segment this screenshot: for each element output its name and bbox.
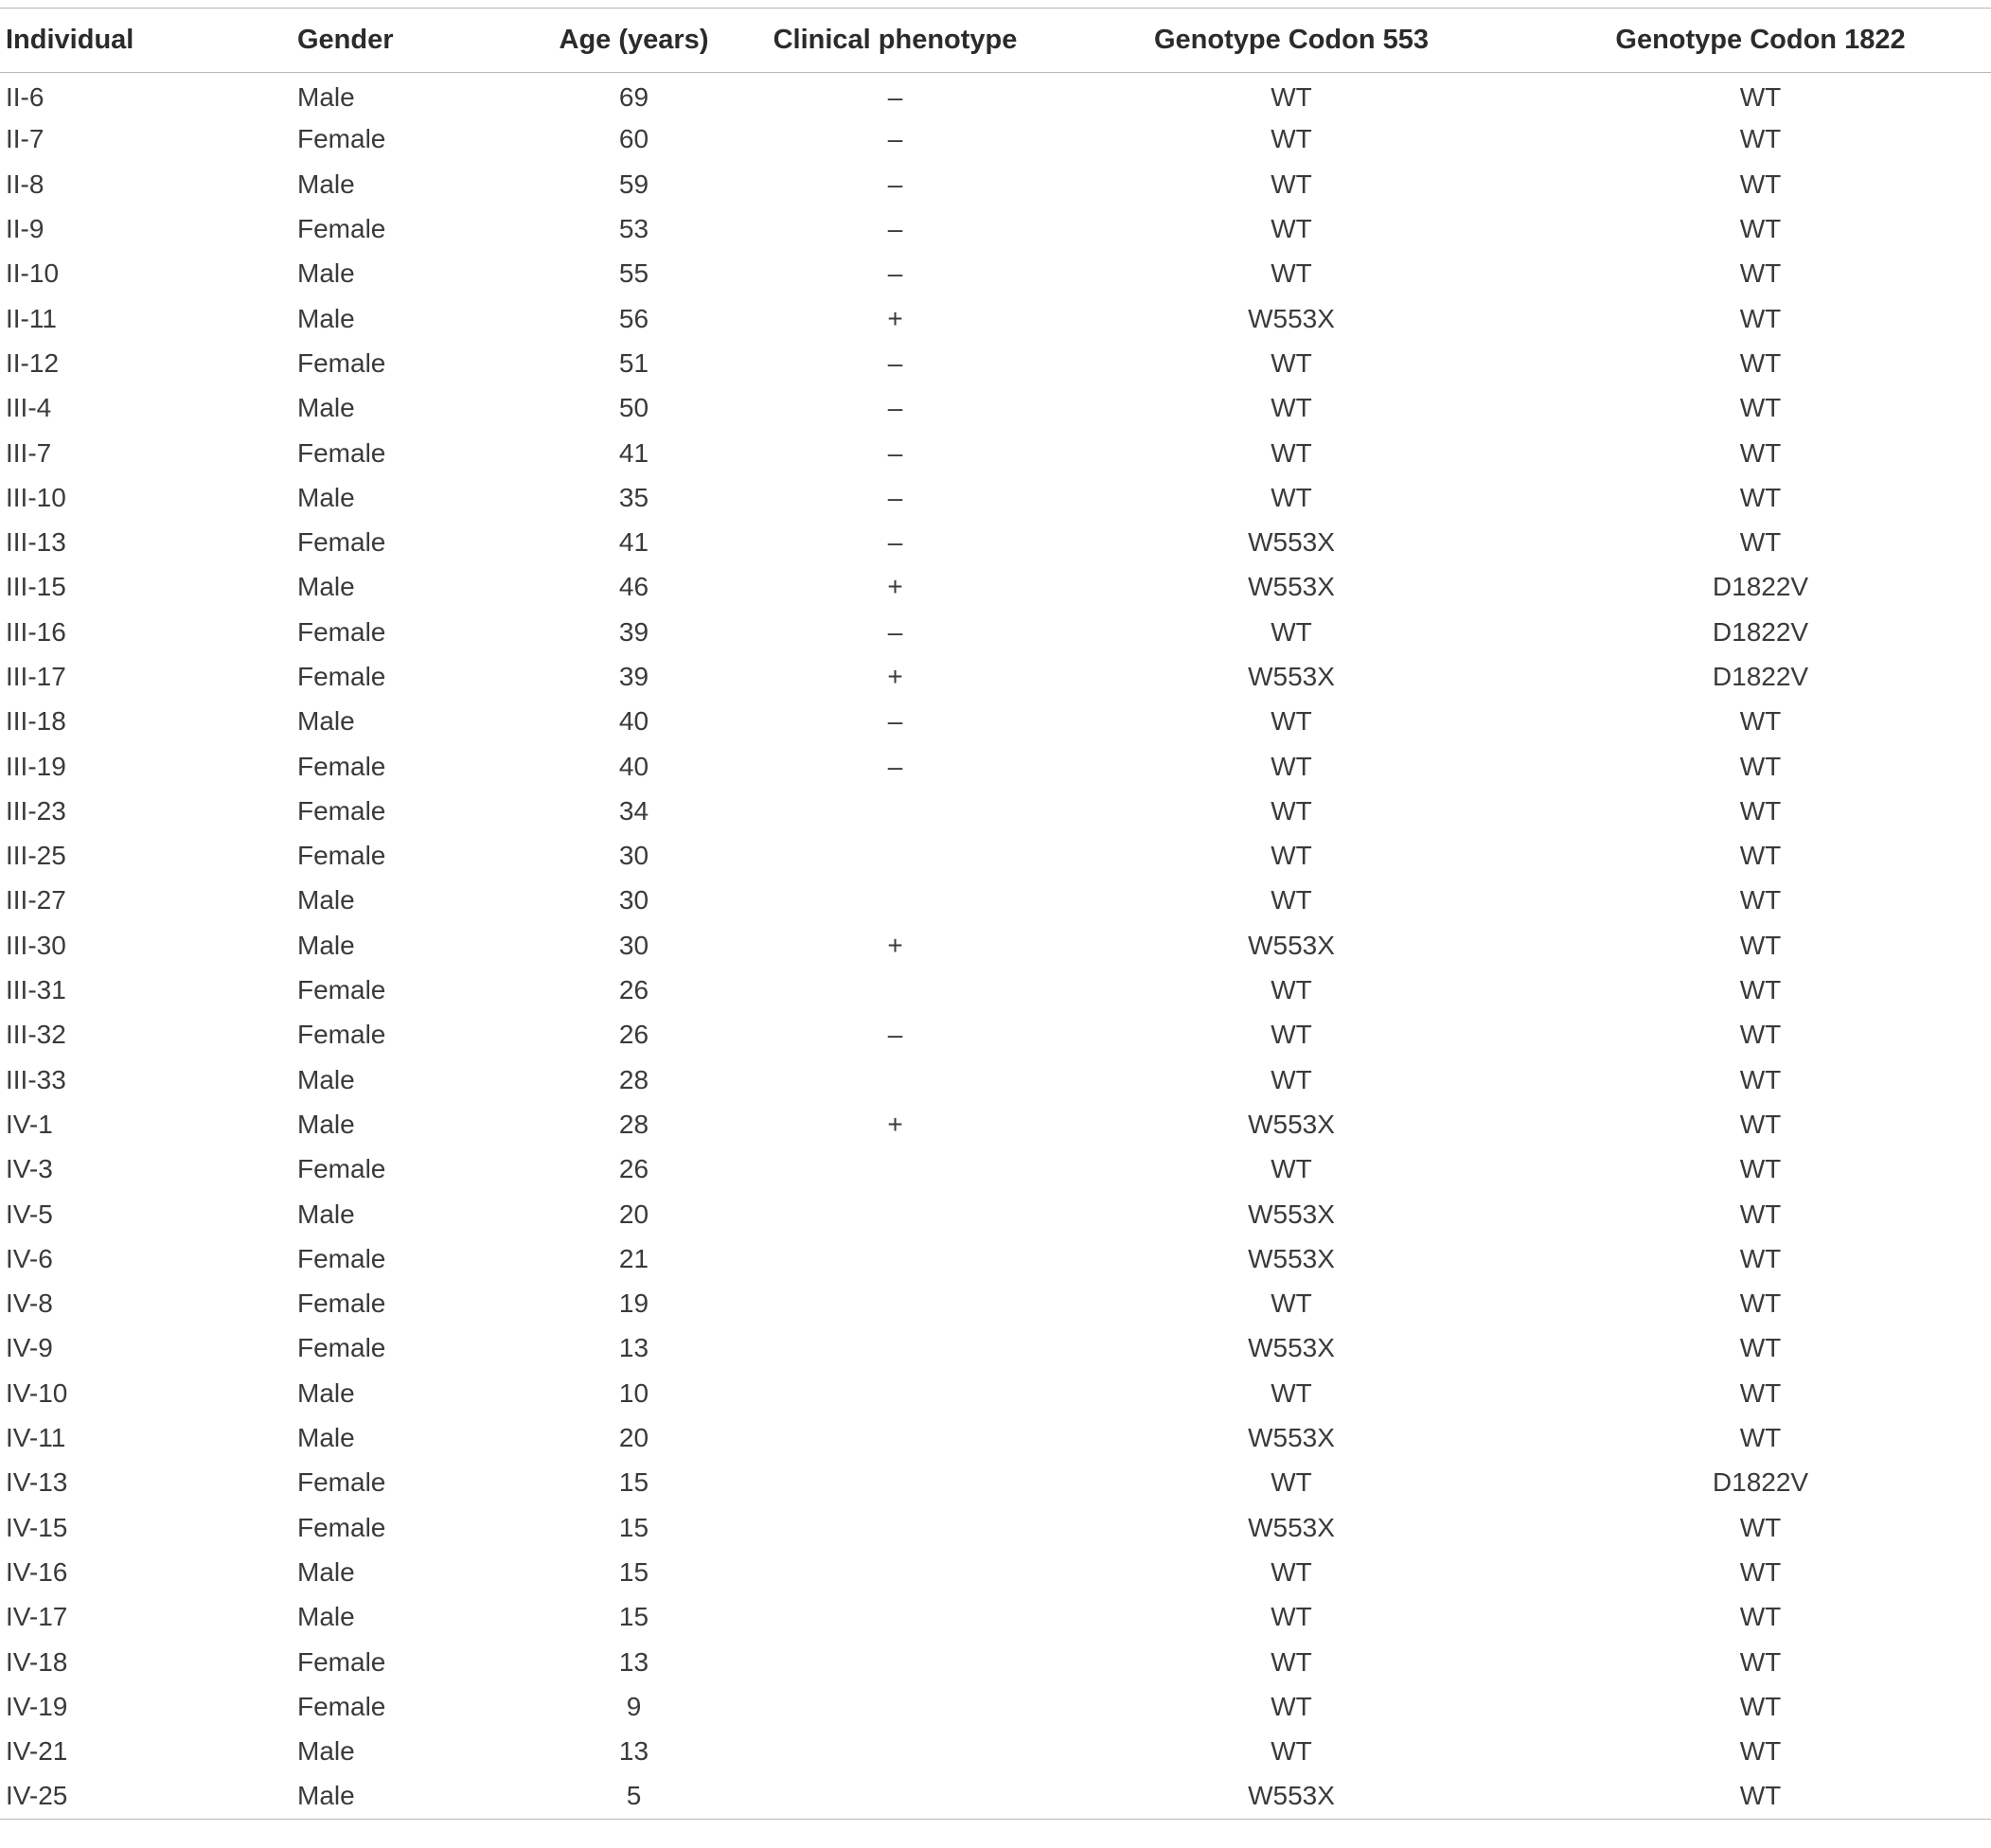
cell-genotype-codon-553: W553X (1248, 527, 1335, 558)
cell-clinical-phenotype: – (887, 393, 903, 423)
cell-clinical-phenotype (732, 1192, 1058, 1236)
cell-individual: II-11 (6, 303, 57, 333)
cell-clinical-phenotype: – (887, 482, 903, 512)
cell-genotype-codon-1822: WT (1739, 1556, 1782, 1587)
cell-genotype-codon-1822: D1822V (1712, 616, 1809, 647)
cell-clinical-phenotype: – (887, 347, 903, 378)
cell-age: 15 (618, 1556, 649, 1587)
cell-genotype-codon-553: WT (1271, 1020, 1312, 1050)
cell-gender: Female (297, 795, 386, 826)
cell-individual: II-7 (6, 124, 44, 154)
cell-clinical-phenotype (732, 1371, 1058, 1415)
cell-individual: II-8 (6, 169, 44, 199)
cell-clinical-phenotype: – (887, 437, 903, 468)
cell-gender: Female (297, 1646, 386, 1677)
cell-age: 30 (618, 841, 649, 871)
table-row (0, 341, 1991, 385)
cell-gender: Female (297, 347, 386, 378)
cell-age: 40 (618, 751, 649, 781)
cell-individual: III-27 (6, 885, 66, 915)
cell-genotype-codon-553: WT (1271, 1064, 1312, 1094)
cell-age: 34 (618, 795, 649, 826)
cell-clinical-phenotype: – (887, 169, 903, 199)
cell-gender: Male (297, 706, 355, 737)
cell-genotype-codon-1822: WT (1739, 1243, 1782, 1273)
cell-individual: IV-25 (6, 1781, 68, 1811)
cell-genotype-codon-1822: WT (1739, 1646, 1782, 1677)
cell-individual: IV-1 (6, 1109, 53, 1139)
cell-genotype-codon-553: W553X (1248, 1781, 1335, 1811)
table-row (0, 475, 1991, 520)
cell-gender: Female (297, 1154, 386, 1184)
cell-clinical-phenotype (732, 879, 1058, 923)
cell-gender: Male (297, 169, 355, 199)
cell-genotype-codon-1822: WT (1739, 1109, 1782, 1139)
cell-genotype-codon-1822: D1822V (1712, 572, 1809, 602)
cell-age: 21 (618, 1243, 649, 1273)
cell-genotype-codon-553: W553X (1248, 1243, 1335, 1273)
cell-individual: IV-10 (6, 1377, 68, 1408)
cell-age: 40 (618, 706, 649, 737)
table-row (0, 654, 1991, 699)
cell-individual: IV-9 (6, 1333, 53, 1363)
cell-genotype-codon-1822: WT (1739, 437, 1782, 468)
table-row (0, 1371, 1991, 1415)
cell-genotype-codon-553: WT (1271, 706, 1312, 737)
cell-individual: IV-3 (6, 1154, 53, 1184)
cell-clinical-phenotype (732, 1236, 1058, 1281)
cell-gender: Male (297, 82, 355, 113)
table-row (0, 117, 1991, 162)
cell-gender: Male (297, 1602, 355, 1632)
cell-clinical-phenotype (732, 1057, 1058, 1102)
cell-gender: Male (297, 1736, 355, 1767)
cell-genotype-codon-1822: WT (1739, 214, 1782, 244)
header-genotype-codon-553: Genotype Codon 553 (1153, 25, 1430, 55)
cell-clinical-phenotype: – (887, 751, 903, 781)
cell-genotype-codon-553: WT (1271, 393, 1312, 423)
cell-genotype-codon-553: WT (1271, 482, 1312, 512)
cell-clinical-phenotype (732, 1505, 1058, 1550)
cell-age: 51 (618, 347, 649, 378)
cell-clinical-phenotype (732, 968, 1058, 1012)
cell-clinical-phenotype: – (887, 258, 903, 289)
cell-individual: IV-6 (6, 1243, 53, 1273)
cell-gender: Female (297, 1512, 386, 1542)
cell-clinical-phenotype (732, 1550, 1058, 1594)
cell-age: 41 (618, 527, 649, 558)
table-row (0, 1282, 1991, 1326)
cell-gender: Male (297, 572, 355, 602)
cell-individual: III-10 (6, 482, 66, 512)
cell-genotype-codon-553: WT (1271, 1377, 1312, 1408)
cell-genotype-codon-553: W553X (1248, 572, 1335, 602)
cell-gender: Female (297, 751, 386, 781)
cell-genotype-codon-553: WT (1271, 1556, 1312, 1587)
cell-gender: Male (297, 303, 355, 333)
genotype-table (0, 8, 1991, 1820)
table-row (0, 431, 1991, 475)
cell-genotype-codon-553: WT (1271, 347, 1312, 378)
cell-genotype-codon-553: WT (1271, 841, 1312, 871)
cell-clinical-phenotype (732, 1774, 1058, 1819)
cell-gender: Male (297, 1199, 355, 1229)
cell-genotype-codon-553: W553X (1248, 1199, 1335, 1229)
cell-age: 41 (618, 437, 649, 468)
cell-genotype-codon-1822: WT (1739, 751, 1782, 781)
cell-genotype-codon-553: WT (1271, 124, 1312, 154)
cell-age: 15 (618, 1467, 649, 1498)
header-genotype-codon-1822: Genotype Codon 1822 (1615, 25, 1906, 55)
cell-genotype-codon-1822: WT (1739, 1064, 1782, 1094)
cell-genotype-codon-553: WT (1271, 1691, 1312, 1721)
cell-clinical-phenotype (732, 834, 1058, 879)
cell-gender: Male (297, 930, 355, 960)
cell-gender: Female (297, 214, 386, 244)
table-header (0, 9, 1991, 73)
cell-gender: Male (297, 1556, 355, 1587)
cell-genotype-codon-553: WT (1271, 795, 1312, 826)
cell-genotype-codon-1822: WT (1739, 482, 1782, 512)
cell-individual: III-15 (6, 572, 66, 602)
table-body (0, 73, 1991, 1820)
cell-age: 26 (618, 975, 649, 1005)
table-row (0, 610, 1991, 654)
cell-gender: Female (297, 527, 386, 558)
table-row (0, 206, 1991, 251)
cell-gender: Male (297, 1781, 355, 1811)
cell-genotype-codon-1822: WT (1739, 1512, 1782, 1542)
cell-clinical-phenotype (732, 1729, 1058, 1773)
cell-genotype-codon-553: WT (1271, 975, 1312, 1005)
header-age: Age (years) (559, 25, 709, 55)
cell-clinical-phenotype: – (887, 214, 903, 244)
cell-gender: Male (297, 885, 355, 915)
cell-clinical-phenotype: + (887, 662, 903, 691)
cell-age: 15 (618, 1512, 649, 1542)
cell-genotype-codon-1822: D1822V (1712, 662, 1809, 691)
cell-genotype-codon-553: WT (1271, 1602, 1312, 1632)
table-row (0, 1147, 1991, 1192)
table-row (0, 879, 1991, 923)
cell-genotype-codon-553: WT (1271, 258, 1312, 289)
cell-age: 50 (618, 393, 649, 423)
cell-individual: IV-5 (6, 1199, 53, 1229)
cell-genotype-codon-1822: WT (1739, 1333, 1782, 1363)
header-row (0, 9, 1991, 73)
cell-age: 59 (618, 169, 649, 199)
cell-genotype-codon-1822: WT (1739, 393, 1782, 423)
table-row (0, 520, 1991, 564)
cell-genotype-codon-553: W553X (1248, 303, 1335, 333)
cell-individual: III-25 (6, 841, 66, 871)
table-row (0, 1774, 1991, 1819)
cell-clinical-phenotype: – (887, 124, 903, 154)
cell-genotype-codon-1822: WT (1739, 1154, 1782, 1184)
cell-age: 5 (626, 1781, 642, 1811)
table-row (0, 744, 1991, 789)
table-row (0, 162, 1991, 206)
cell-clinical-phenotype (732, 1684, 1058, 1729)
cell-clinical-phenotype: – (887, 616, 903, 647)
cell-gender: Female (297, 124, 386, 154)
cell-individual: IV-11 (6, 1423, 66, 1453)
cell-individual: II-6 (6, 82, 44, 113)
cell-individual: III-23 (6, 795, 66, 826)
cell-gender: Female (297, 437, 386, 468)
cell-genotype-codon-1822: WT (1739, 258, 1782, 289)
cell-genotype-codon-553: W553X (1248, 1512, 1335, 1542)
table-row (0, 923, 1991, 968)
cell-gender: Male (297, 1377, 355, 1408)
cell-age: 46 (618, 572, 649, 602)
cell-genotype-codon-553: WT (1271, 169, 1312, 199)
cell-clinical-phenotype: – (887, 527, 903, 558)
header-gender: Gender (297, 25, 394, 55)
cell-age: 56 (618, 303, 649, 333)
cell-gender: Male (297, 1064, 355, 1094)
cell-individual: IV-17 (6, 1602, 68, 1632)
table-row (0, 1729, 1991, 1773)
cell-age: 53 (618, 214, 649, 244)
table-row (0, 252, 1991, 296)
table-row (0, 1415, 1991, 1460)
cell-individual: III-30 (6, 930, 66, 960)
table-row (0, 789, 1991, 833)
cell-individual: IV-15 (6, 1512, 68, 1542)
cell-gender: Male (297, 393, 355, 423)
cell-clinical-phenotype (732, 1415, 1058, 1460)
cell-gender: Male (297, 1109, 355, 1139)
cell-age: 13 (618, 1646, 649, 1677)
table-row (0, 1057, 1991, 1102)
cell-genotype-codon-1822: WT (1739, 1288, 1782, 1319)
table-row (0, 1236, 1991, 1281)
header-individual: Individual (6, 25, 134, 55)
cell-genotype-codon-1822: WT (1739, 841, 1782, 871)
table-row (0, 1102, 1991, 1146)
cell-clinical-phenotype (732, 1640, 1058, 1684)
cell-gender: Female (297, 975, 386, 1005)
table-row (0, 1550, 1991, 1594)
cell-age: 9 (626, 1691, 642, 1721)
cell-genotype-codon-1822: WT (1739, 885, 1782, 915)
cell-clinical-phenotype: + (887, 303, 903, 333)
cell-genotype-codon-1822: WT (1739, 1199, 1782, 1229)
cell-genotype-codon-553: WT (1271, 1154, 1312, 1184)
cell-individual: II-10 (6, 258, 60, 289)
table-row (0, 1505, 1991, 1550)
cell-age: 13 (618, 1736, 649, 1767)
cell-individual: IV-13 (6, 1467, 68, 1498)
cell-genotype-codon-1822: WT (1739, 124, 1782, 154)
cell-gender: Female (297, 1288, 386, 1319)
table-row (0, 1013, 1991, 1057)
table-row (0, 834, 1991, 879)
cell-genotype-codon-1822: WT (1739, 930, 1782, 960)
cell-clinical-phenotype (732, 1147, 1058, 1192)
cell-age: 35 (618, 482, 649, 512)
cell-genotype-codon-553: WT (1271, 1288, 1312, 1319)
cell-individual: III-19 (6, 751, 66, 781)
table-row (0, 386, 1991, 431)
cell-gender: Female (297, 662, 386, 691)
cell-genotype-codon-1822: WT (1739, 1691, 1782, 1721)
cell-genotype-codon-1822: WT (1739, 169, 1782, 199)
cell-genotype-codon-1822: WT (1739, 347, 1782, 378)
cell-individual: IV-8 (6, 1288, 53, 1319)
cell-genotype-codon-1822: WT (1739, 1781, 1782, 1811)
cell-age: 39 (618, 662, 649, 691)
cell-genotype-codon-1822: WT (1739, 527, 1782, 558)
cell-age: 28 (618, 1109, 649, 1139)
table-row (0, 1684, 1991, 1729)
cell-clinical-phenotype (732, 1326, 1058, 1371)
cell-age: 13 (618, 1333, 649, 1363)
cell-individual: III-33 (6, 1064, 66, 1094)
cell-age: 19 (618, 1288, 649, 1319)
cell-genotype-codon-553: WT (1271, 82, 1312, 113)
cell-age: 20 (618, 1199, 649, 1229)
cell-age: 30 (618, 885, 649, 915)
cell-genotype-codon-1822: WT (1739, 1736, 1782, 1767)
cell-genotype-codon-1822: WT (1739, 706, 1782, 737)
cell-genotype-codon-553: W553X (1248, 930, 1335, 960)
cell-genotype-codon-1822: WT (1739, 82, 1782, 113)
cell-genotype-codon-553: WT (1271, 1646, 1312, 1677)
cell-individual: II-9 (6, 214, 44, 244)
cell-genotype-codon-553: W553X (1248, 662, 1335, 691)
table-row (0, 296, 1991, 341)
table-row (0, 1192, 1991, 1236)
cell-gender: Male (297, 258, 355, 289)
cell-clinical-phenotype (732, 789, 1058, 833)
cell-age: 26 (618, 1020, 649, 1050)
cell-genotype-codon-553: WT (1271, 751, 1312, 781)
cell-genotype-codon-1822: D1822V (1712, 1467, 1809, 1498)
table-row (0, 700, 1991, 744)
cell-clinical-phenotype: + (887, 572, 903, 602)
cell-individual: III-17 (6, 662, 66, 691)
cell-individual: III-31 (6, 975, 66, 1005)
table-row (0, 1461, 1991, 1505)
cell-clinical-phenotype: + (887, 1109, 903, 1139)
cell-genotype-codon-553: WT (1271, 1736, 1312, 1767)
cell-genotype-codon-553: WT (1271, 437, 1312, 468)
cell-age: 69 (618, 82, 649, 113)
cell-age: 20 (618, 1423, 649, 1453)
header-clinical-phenotype: Clinical phenotype (773, 25, 1018, 55)
cell-genotype-codon-553: WT (1271, 1467, 1312, 1498)
cell-genotype-codon-1822: WT (1739, 1602, 1782, 1632)
cell-clinical-phenotype: + (887, 930, 903, 960)
cell-gender: Female (297, 1333, 386, 1363)
table-row (0, 565, 1991, 610)
cell-gender: Female (297, 1243, 386, 1273)
cell-clinical-phenotype: – (887, 706, 903, 737)
cell-individual: IV-18 (6, 1646, 68, 1677)
cell-individual: II-12 (6, 347, 60, 378)
cell-genotype-codon-553: WT (1271, 885, 1312, 915)
cell-individual: III-32 (6, 1020, 66, 1050)
table-row (0, 1640, 1991, 1684)
cell-individual: III-7 (6, 437, 52, 468)
genotype-table-container (0, 8, 1991, 1820)
cell-individual: III-13 (6, 527, 66, 558)
cell-individual: III-18 (6, 706, 66, 737)
table-row (0, 73, 1991, 117)
cell-genotype-codon-1822: WT (1739, 1377, 1782, 1408)
cell-clinical-phenotype (732, 1461, 1058, 1505)
cell-genotype-codon-1822: WT (1739, 795, 1782, 826)
cell-clinical-phenotype (732, 1595, 1058, 1640)
cell-genotype-codon-553: W553X (1248, 1423, 1335, 1453)
cell-age: 28 (618, 1064, 649, 1094)
cell-individual: III-4 (6, 393, 52, 423)
cell-clinical-phenotype: – (887, 1020, 903, 1050)
cell-genotype-codon-553: W553X (1248, 1333, 1335, 1363)
cell-gender: Female (297, 1691, 386, 1721)
cell-genotype-codon-1822: WT (1739, 303, 1782, 333)
cell-age: 55 (618, 258, 649, 289)
cell-gender: Male (297, 1423, 355, 1453)
cell-gender: Female (297, 1020, 386, 1050)
cell-genotype-codon-553: W553X (1248, 1109, 1335, 1139)
table-row (0, 1326, 1991, 1371)
cell-age: 30 (618, 930, 649, 960)
cell-individual: IV-16 (6, 1556, 68, 1587)
cell-gender: Male (297, 482, 355, 512)
cell-age: 39 (618, 616, 649, 647)
cell-individual: IV-21 (6, 1736, 68, 1767)
cell-genotype-codon-1822: WT (1739, 1423, 1782, 1453)
cell-age: 60 (618, 124, 649, 154)
cell-gender: Female (297, 1467, 386, 1498)
cell-gender: Female (297, 616, 386, 647)
cell-individual: III-16 (6, 616, 66, 647)
table-row (0, 968, 1991, 1012)
cell-age: 10 (618, 1377, 649, 1408)
cell-genotype-codon-553: WT (1271, 214, 1312, 244)
cell-gender: Female (297, 841, 386, 871)
cell-individual: IV-19 (6, 1691, 68, 1721)
cell-genotype-codon-553: WT (1271, 616, 1312, 647)
cell-age: 26 (618, 1154, 649, 1184)
cell-genotype-codon-1822: WT (1739, 1020, 1782, 1050)
cell-clinical-phenotype: – (887, 82, 903, 113)
cell-clinical-phenotype (732, 1282, 1058, 1326)
cell-genotype-codon-1822: WT (1739, 975, 1782, 1005)
table-row (0, 1595, 1991, 1640)
cell-age: 15 (618, 1602, 649, 1632)
